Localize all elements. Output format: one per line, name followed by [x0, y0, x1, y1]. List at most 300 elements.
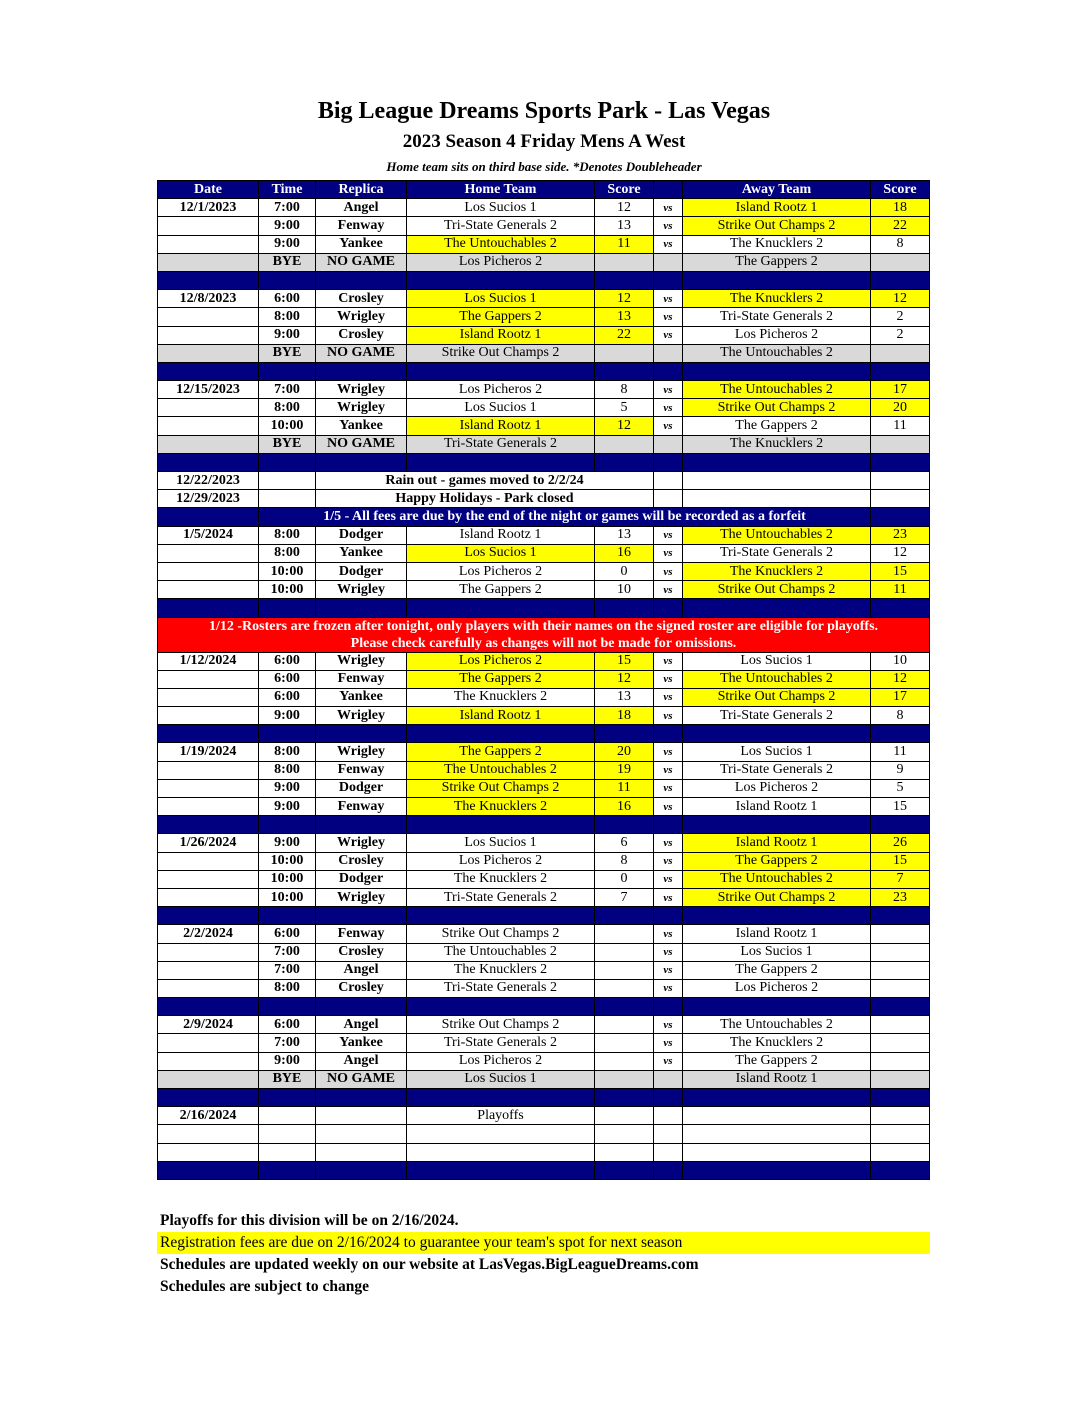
replica-cell: Wrigley — [316, 888, 407, 906]
away-score-cell: 2 — [871, 308, 930, 326]
replica-cell: Crosley — [316, 979, 407, 997]
away-score-cell: 10 — [871, 652, 930, 670]
spacer-cell — [158, 599, 259, 617]
time-cell: 8:00 — [259, 544, 316, 562]
away-team-cell — [683, 1107, 871, 1125]
home-score-cell — [595, 961, 654, 979]
home-team-cell: The Knucklers 2 — [407, 798, 595, 816]
date-cell — [158, 1034, 259, 1052]
spacer-cell — [407, 998, 595, 1016]
time-cell — [259, 1143, 316, 1161]
spacer-cell — [316, 453, 407, 471]
game-row — [158, 925, 930, 943]
game-row — [158, 979, 930, 997]
time-cell: 8:00 — [259, 526, 316, 544]
game-row — [158, 1107, 930, 1125]
home-score-cell: 15 — [595, 652, 654, 670]
spacer-cell — [316, 599, 407, 617]
date-cell: 12/22/2023 — [158, 472, 259, 490]
home-team-cell: Los Picheros 2 — [407, 562, 595, 580]
date-cell — [158, 508, 259, 526]
home-team-cell: The Untouchables 2 — [407, 235, 595, 253]
date-cell — [158, 1070, 259, 1088]
vs-cell: vs — [654, 743, 683, 761]
spacer-cell — [595, 1089, 654, 1107]
home-team-cell: Strike Out Champs 2 — [407, 925, 595, 943]
date-cell: 1/26/2024 — [158, 834, 259, 852]
date-cell — [158, 581, 259, 599]
replica-cell: Angel — [316, 961, 407, 979]
time-cell: 10:00 — [259, 581, 316, 599]
away-score-cell: 17 — [871, 688, 930, 706]
date-cell: 12/1/2023 — [158, 199, 259, 217]
away-score-cell — [871, 344, 930, 362]
time-cell: 9:00 — [259, 217, 316, 235]
game-row — [158, 1052, 930, 1070]
game-row — [158, 417, 930, 435]
spacer-cell — [654, 907, 683, 925]
spacer-cell — [316, 816, 407, 834]
away-team-cell: Tri-State Generals 2 — [683, 308, 871, 326]
away-team-cell: Tri-State Generals 2 — [683, 544, 871, 562]
spacer-cell — [407, 725, 595, 743]
spacer-row — [158, 725, 930, 743]
away-score-cell: 8 — [871, 707, 930, 725]
away-score-cell: 17 — [871, 381, 930, 399]
time-cell: 6:00 — [259, 688, 316, 706]
vs-cell: vs — [654, 707, 683, 725]
spacer-cell — [259, 816, 316, 834]
spacer-cell — [407, 907, 595, 925]
home-score-cell: 6 — [595, 834, 654, 852]
home-team-cell: Los Sucios 1 — [407, 290, 595, 308]
replica-cell: NO GAME — [316, 344, 407, 362]
date-cell — [158, 1125, 259, 1143]
spacer-cell — [683, 599, 871, 617]
home-team-cell — [407, 1125, 595, 1143]
date-cell — [158, 399, 259, 417]
page-subtitle: 2023 Season 4 Friday Mens A West — [402, 131, 686, 152]
spacer-cell — [158, 816, 259, 834]
away-team-cell: Tri-State Generals 2 — [683, 707, 871, 725]
vs-cell: vs — [654, 381, 683, 399]
vs-cell — [654, 1143, 683, 1161]
game-row — [158, 235, 930, 253]
time-cell: 7:00 — [259, 1034, 316, 1052]
vs-cell: vs — [654, 1052, 683, 1070]
away-team-cell: The Gappers 2 — [683, 253, 871, 271]
col-home-team: Home Team — [407, 181, 595, 199]
away-score-cell: 11 — [871, 743, 930, 761]
away-score-cell: 23 — [871, 888, 930, 906]
home-score-cell: 0 — [595, 870, 654, 888]
spacer-cell — [654, 725, 683, 743]
game-row — [158, 544, 930, 562]
spacer-cell — [654, 599, 683, 617]
spacer-row — [158, 599, 930, 617]
spacer-cell — [683, 271, 871, 289]
away-team-cell: The Knucklers 2 — [683, 290, 871, 308]
time-cell: 6:00 — [259, 652, 316, 670]
spacer-cell — [316, 907, 407, 925]
home-score-cell: 19 — [595, 761, 654, 779]
spacer-cell — [871, 725, 930, 743]
away-team-cell: Island Rootz 1 — [683, 199, 871, 217]
game-row — [158, 707, 930, 725]
away-score-cell: 11 — [871, 581, 930, 599]
home-score-cell — [595, 979, 654, 997]
home-score-cell: 12 — [595, 199, 654, 217]
vs-cell: vs — [654, 798, 683, 816]
date-cell — [158, 562, 259, 580]
vs-cell: vs — [654, 834, 683, 852]
time-cell: 9:00 — [259, 707, 316, 725]
home-team-cell: Island Rootz 1 — [407, 526, 595, 544]
home-score-cell: 8 — [595, 852, 654, 870]
spacer-row — [158, 271, 930, 289]
away-score-cell — [871, 979, 930, 997]
date-cell: 2/16/2024 — [158, 1107, 259, 1125]
alert-line-2: Please check carefully as changes will not be made for omissions. — [350, 635, 737, 651]
replica-cell: Yankee — [316, 1034, 407, 1052]
game-row — [158, 326, 930, 344]
away-team-cell: The Untouchables 2 — [683, 870, 871, 888]
col-away-score: Score — [871, 181, 930, 199]
home-team-cell: Island Rootz 1 — [407, 326, 595, 344]
spacer-cell — [683, 1089, 871, 1107]
away-team-cell: The Gappers 2 — [683, 961, 871, 979]
away-score-cell — [871, 1107, 930, 1125]
spacer-cell — [595, 1161, 654, 1179]
home-score-cell: 12 — [595, 417, 654, 435]
away-score-cell — [871, 943, 930, 961]
replica-cell: Fenway — [316, 217, 407, 235]
replica-cell: NO GAME — [316, 435, 407, 453]
time-cell: 6:00 — [259, 290, 316, 308]
date-cell: 12/8/2023 — [158, 290, 259, 308]
game-row — [158, 562, 930, 580]
home-team-cell: Los Sucios 1 — [407, 834, 595, 852]
away-score-cell: 5 — [871, 779, 930, 797]
replica-cell: Crosley — [316, 290, 407, 308]
time-cell: 8:00 — [259, 979, 316, 997]
spacer-cell — [595, 599, 654, 617]
game-row — [158, 670, 930, 688]
replica-cell: Angel — [316, 1016, 407, 1034]
vs-cell: vs — [654, 417, 683, 435]
away-team-cell: Strike Out Champs 2 — [683, 581, 871, 599]
home-team-cell: Los Picheros 2 — [407, 381, 595, 399]
spacer-cell — [259, 599, 316, 617]
spacer-cell — [259, 998, 316, 1016]
notice-row — [158, 508, 930, 526]
spacer-cell — [654, 1161, 683, 1179]
home-team-cell: Los Picheros 2 — [407, 253, 595, 271]
home-score-cell: 22 — [595, 326, 654, 344]
away-score-cell: 8 — [871, 235, 930, 253]
game-row — [158, 217, 930, 235]
schedule-table — [157, 180, 930, 1180]
date-cell — [158, 344, 259, 362]
away-team-cell: Los Sucios 1 — [683, 943, 871, 961]
spacer-cell — [871, 453, 930, 471]
away-score-cell: 15 — [871, 852, 930, 870]
replica-cell: Dodger — [316, 526, 407, 544]
home-team-cell: The Untouchables 2 — [407, 943, 595, 961]
away-score-cell — [871, 961, 930, 979]
spacer-cell — [407, 816, 595, 834]
away-team-cell: The Untouchables 2 — [683, 1016, 871, 1034]
game-row — [158, 688, 930, 706]
home-team-cell: The Knucklers 2 — [407, 870, 595, 888]
home-score-cell: 12 — [595, 670, 654, 688]
spacer-cell — [683, 362, 871, 380]
spacer-cell — [407, 453, 595, 471]
replica-cell — [316, 1143, 407, 1161]
time-cell — [259, 1107, 316, 1125]
spacer-cell — [683, 998, 871, 1016]
spacer-cell — [683, 1161, 871, 1179]
spacer-cell — [871, 998, 930, 1016]
game-row — [158, 852, 930, 870]
time-cell: 8:00 — [259, 399, 316, 417]
score-cell — [871, 508, 930, 526]
replica-cell: Wrigley — [316, 399, 407, 417]
away-team-cell: Los Picheros 2 — [683, 326, 871, 344]
vs-cell: vs — [654, 961, 683, 979]
home-score-cell — [595, 435, 654, 453]
away-score-cell: 18 — [871, 199, 930, 217]
spacer-cell — [595, 816, 654, 834]
replica-cell: Yankee — [316, 688, 407, 706]
replica-cell: Fenway — [316, 798, 407, 816]
spacer-cell — [595, 725, 654, 743]
game-row — [158, 1125, 930, 1143]
home-score-cell — [595, 253, 654, 271]
replica-cell: Fenway — [316, 925, 407, 943]
date-cell — [158, 670, 259, 688]
spacer-cell — [871, 599, 930, 617]
replica-cell — [316, 1125, 407, 1143]
home-team-cell: Island Rootz 1 — [407, 417, 595, 435]
date-cell: 1/5/2024 — [158, 526, 259, 544]
away-team-cell: The Knucklers 2 — [683, 435, 871, 453]
away-team-cell: Los Sucios 1 — [683, 652, 871, 670]
home-team-cell: Los Sucios 1 — [407, 199, 595, 217]
spacer-row — [158, 998, 930, 1016]
away-score-cell: 23 — [871, 526, 930, 544]
schedule-note: Home team sits on third base side. *Denotes Doubleheader — [386, 159, 702, 174]
vs-cell: vs — [654, 925, 683, 943]
vs-cell — [654, 435, 683, 453]
replica-cell: Angel — [316, 199, 407, 217]
replica-cell: Angel — [316, 1052, 407, 1070]
vs-cell: vs — [654, 399, 683, 417]
date-cell — [158, 235, 259, 253]
spacer-row — [158, 1089, 930, 1107]
away-team-cell: The Untouchables 2 — [683, 381, 871, 399]
time-cell: 6:00 — [259, 1016, 316, 1034]
home-team-cell: The Knucklers 2 — [407, 961, 595, 979]
spacer-cell — [407, 1089, 595, 1107]
replica-cell: Yankee — [316, 544, 407, 562]
col-vs — [654, 181, 683, 199]
notice-cell: 1/5 - All fees are due by the end of the night or games will be recorded as a forfeit — [259, 508, 871, 526]
vs-cell: vs — [654, 870, 683, 888]
spacer-cell — [654, 816, 683, 834]
spacer-cell — [259, 453, 316, 471]
replica-cell: Crosley — [316, 326, 407, 344]
away-team-cell: The Knucklers 2 — [683, 1034, 871, 1052]
vs-cell: vs — [654, 688, 683, 706]
spacer-cell — [654, 271, 683, 289]
vs-cell: vs — [654, 979, 683, 997]
time-cell: 7:00 — [259, 943, 316, 961]
game-row — [158, 743, 930, 761]
replica-cell: Wrigley — [316, 834, 407, 852]
spacer-cell — [654, 453, 683, 471]
home-team-cell: Tri-State Generals 2 — [407, 888, 595, 906]
away-score-cell: 7 — [871, 870, 930, 888]
home-team-cell: Los Picheros 2 — [407, 652, 595, 670]
home-team-cell: Los Sucios 1 — [407, 1070, 595, 1088]
spacer-row — [158, 453, 930, 471]
spacer-cell — [683, 907, 871, 925]
date-cell — [158, 435, 259, 453]
time-cell: BYE — [259, 435, 316, 453]
home-team-cell: Los Sucios 1 — [407, 399, 595, 417]
game-row — [158, 779, 930, 797]
away-team-cell: Strike Out Champs 2 — [683, 688, 871, 706]
vs-cell — [654, 1070, 683, 1088]
replica-cell: Dodger — [316, 870, 407, 888]
spacer-cell — [259, 362, 316, 380]
away-team-cell: Los Sucios 1 — [683, 743, 871, 761]
vs-cell — [654, 490, 683, 508]
replica-cell: Wrigley — [316, 707, 407, 725]
home-team-cell: The Knucklers 2 — [407, 688, 595, 706]
game-row — [158, 1143, 930, 1161]
away-team-cell: The Gappers 2 — [683, 417, 871, 435]
home-score-cell: 11 — [595, 779, 654, 797]
spacer-row — [158, 362, 930, 380]
game-row — [158, 834, 930, 852]
vs-cell — [654, 472, 683, 490]
away-score-cell — [871, 1143, 930, 1161]
col-away-team: Away Team — [683, 181, 871, 199]
home-team-cell: The Gappers 2 — [407, 308, 595, 326]
away-team-cell: Los Picheros 2 — [683, 779, 871, 797]
message-cell: Rain out - games moved to 2/2/24 — [316, 472, 654, 490]
date-cell — [158, 688, 259, 706]
vs-cell — [654, 1125, 683, 1143]
home-score-cell — [595, 344, 654, 362]
time-cell — [259, 472, 316, 490]
date-cell — [158, 979, 259, 997]
time-cell: 10:00 — [259, 562, 316, 580]
home-score-cell: 16 — [595, 798, 654, 816]
spacer-cell — [316, 1089, 407, 1107]
away-cell — [683, 490, 871, 508]
date-cell — [158, 798, 259, 816]
time-cell: 9:00 — [259, 834, 316, 852]
time-cell — [259, 490, 316, 508]
time-cell: 10:00 — [259, 888, 316, 906]
date-cell — [158, 707, 259, 725]
vs-cell: vs — [654, 581, 683, 599]
spacer-cell — [595, 998, 654, 1016]
home-team-cell: Los Sucios 1 — [407, 544, 595, 562]
home-team-cell: Playoffs — [407, 1107, 595, 1125]
away-team-cell — [683, 1125, 871, 1143]
time-cell: BYE — [259, 1070, 316, 1088]
away-team-cell: The Gappers 2 — [683, 1052, 871, 1070]
game-row — [158, 1034, 930, 1052]
home-team-cell — [407, 1143, 595, 1161]
game-row — [158, 381, 930, 399]
date-cell: 12/29/2023 — [158, 490, 259, 508]
time-cell: 9:00 — [259, 235, 316, 253]
message-row — [158, 472, 930, 490]
vs-cell: vs — [654, 852, 683, 870]
spacer-row — [158, 1161, 930, 1179]
away-score-cell: 15 — [871, 562, 930, 580]
replica-cell: Yankee — [316, 417, 407, 435]
vs-cell: vs — [654, 888, 683, 906]
vs-cell: vs — [654, 1034, 683, 1052]
spacer-row — [158, 907, 930, 925]
spacer-cell — [407, 1161, 595, 1179]
home-team-cell: The Gappers 2 — [407, 581, 595, 599]
spacer-cell — [259, 907, 316, 925]
replica-cell: NO GAME — [316, 1070, 407, 1088]
home-team-cell: Strike Out Champs 2 — [407, 344, 595, 362]
date-cell — [158, 253, 259, 271]
home-score-cell: 5 — [595, 399, 654, 417]
date-cell: 1/19/2024 — [158, 743, 259, 761]
home-score-cell — [595, 943, 654, 961]
spacer-cell — [595, 907, 654, 925]
bye-row — [158, 1070, 930, 1088]
away-team-cell: The Untouchables 2 — [683, 344, 871, 362]
game-row — [158, 943, 930, 961]
away-team-cell: Strike Out Champs 2 — [683, 217, 871, 235]
spacer-cell — [407, 362, 595, 380]
table-header — [158, 181, 930, 199]
spacer-cell — [871, 907, 930, 925]
game-row — [158, 290, 930, 308]
away-score-cell: 20 — [871, 399, 930, 417]
vs-cell — [654, 1107, 683, 1125]
time-cell: 7:00 — [259, 199, 316, 217]
home-score-cell — [595, 1125, 654, 1143]
home-score-cell: 16 — [595, 544, 654, 562]
spacer-cell — [871, 1089, 930, 1107]
vs-cell: vs — [654, 779, 683, 797]
away-team-cell: Los Picheros 2 — [683, 979, 871, 997]
away-team-cell: The Untouchables 2 — [683, 526, 871, 544]
replica-cell: Wrigley — [316, 743, 407, 761]
away-team-cell: Strike Out Champs 2 — [683, 399, 871, 417]
away-team-cell: The Gappers 2 — [683, 852, 871, 870]
spacer-cell — [316, 1161, 407, 1179]
footer-disclaimer: Schedules are subject to change — [160, 1278, 369, 1295]
home-team-cell: The Gappers 2 — [407, 670, 595, 688]
away-team-cell: Island Rootz 1 — [683, 925, 871, 943]
away-score-cell — [871, 1070, 930, 1088]
home-score-cell: 18 — [595, 707, 654, 725]
date-cell — [158, 761, 259, 779]
